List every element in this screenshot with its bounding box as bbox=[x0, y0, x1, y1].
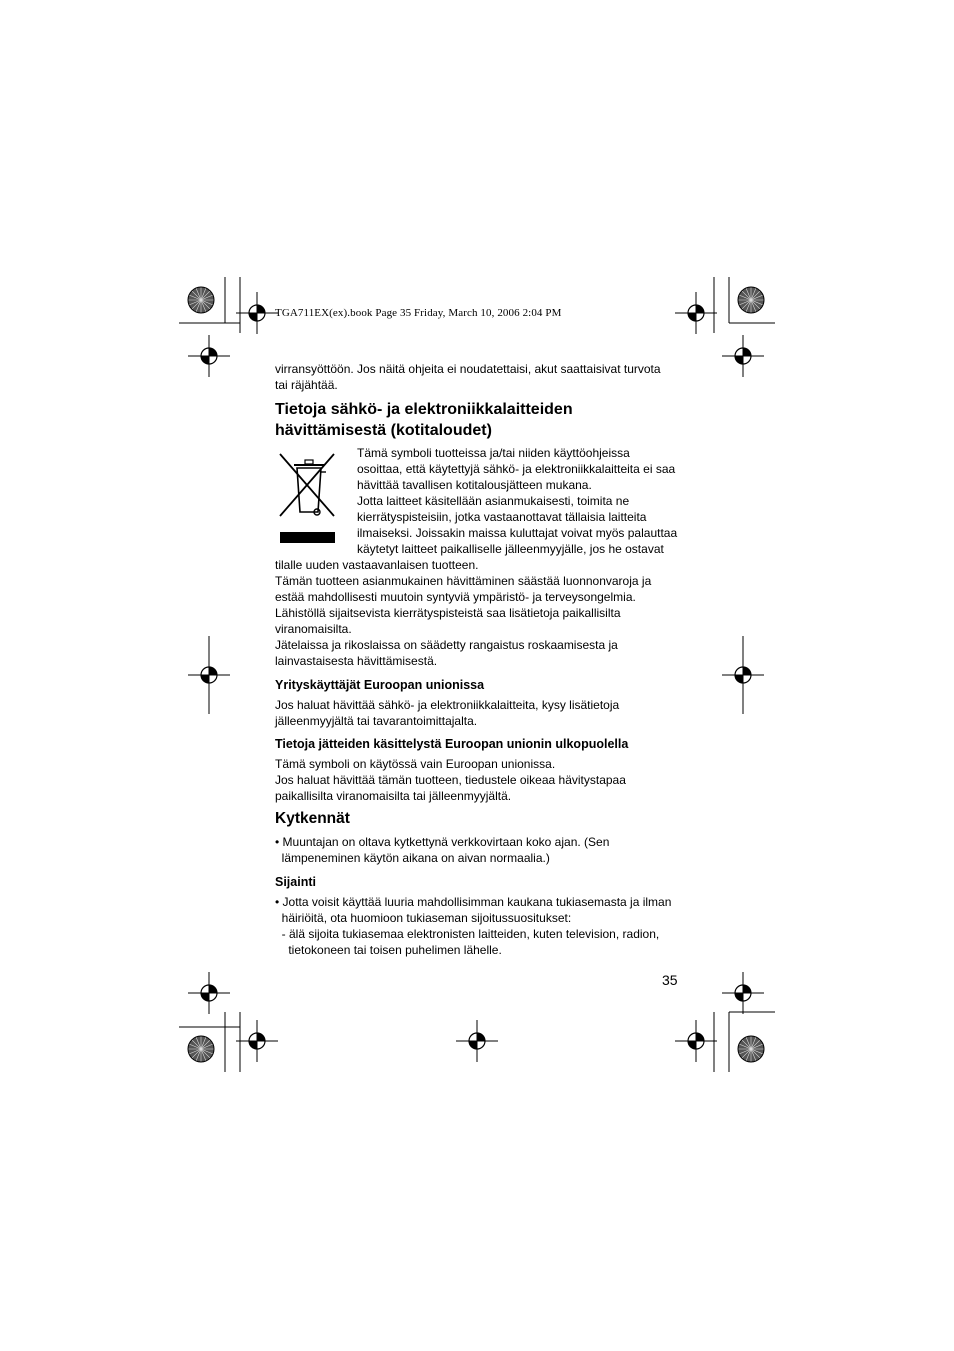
connections-title: Kytkennät bbox=[275, 810, 350, 827]
page-number: 35 bbox=[662, 972, 678, 988]
disposal-line: estää mahdollisesti muutoin syntyviä ympäristö- ja terveysongelmia. bbox=[275, 590, 636, 604]
registration-mark bbox=[188, 972, 230, 1014]
disposal-line: tilalle uuden vastaavanlaisen tuotteen. bbox=[275, 558, 479, 572]
star-target-bottom-left bbox=[188, 1036, 214, 1062]
registration-mark bbox=[722, 972, 764, 1014]
disposal-line: osoittaa, että käytettyjä sähkö- ja elektroniikkalaitteita ei saa bbox=[357, 462, 676, 476]
registration-mark bbox=[236, 292, 278, 334]
connections-line: lämpeneminen käytön aikana on aivan normaalia.) bbox=[275, 851, 550, 865]
outside-eu-title: Tietoja jätteiden käsittelystä Euroopan unionin ulkopuolella bbox=[275, 737, 629, 751]
disposal-line: viranomaisilta. bbox=[275, 622, 352, 636]
disposal-title-line: Tietoja sähkö- ja elektroniikkalaitteiden bbox=[275, 401, 573, 418]
disposal-line: hävittää tavallisen kotitalousjätteen mukana. bbox=[357, 478, 592, 492]
disposal-line: ilmaiseksi. Joissakin maissa kuluttajat voivat myös palauttaa bbox=[357, 526, 678, 540]
disposal-line: Tämä symboli tuotteissa ja/tai niiden käyttöohjeissa bbox=[357, 446, 630, 460]
registration-mark bbox=[675, 1020, 717, 1062]
disposal-line: lainvastaisesta hävittämisestä. bbox=[275, 654, 438, 668]
registration-mark bbox=[236, 1020, 278, 1062]
outside-eu-line: paikallisilta viranomaisilta tai jälleenmyyjältä. bbox=[275, 789, 512, 803]
star-target-top-left bbox=[188, 287, 214, 313]
disposal-line: Tämän tuotteen asianmukainen hävittäminen säästää luonnonvaroja ja bbox=[275, 574, 652, 588]
registration-mark bbox=[456, 1020, 498, 1062]
location-line: - älä sijoita tukiasemaa elektronisten laitteiden, kuten television, radion, bbox=[275, 927, 660, 941]
location-title: Sijainti bbox=[275, 875, 316, 889]
business-line: Jos haluat hävittää sähkö- ja elektroniikkalaitteita, kysy lisätietoja bbox=[275, 698, 620, 712]
location-line: tietokoneen tai toisen puhelimen lähelle. bbox=[275, 943, 502, 957]
business-users-title: Yrityskäyttäjät Euroopan unionissa bbox=[275, 678, 485, 692]
disposal-line: käytetyt laitteet paikalliselle jälleenmyyjälle, jos he ostavat bbox=[357, 542, 664, 556]
outside-eu-line: Jos haluat hävittää tämän tuotteen, tiedustele oikeaa hävitystapaa bbox=[275, 773, 626, 787]
location-line: • Jotta voisit käyttää luuria mahdollisimman kaukana tukiasemasta ja ilman bbox=[275, 895, 672, 909]
disposal-line: Jätelaissa ja rikoslaissa on säädetty rangaistus roskaamisesta ja bbox=[275, 638, 618, 652]
disposal-line: Jotta laitteet käsitellään asianmukaisesti, toimita ne bbox=[357, 494, 630, 508]
registration-mark bbox=[188, 335, 230, 377]
registration-mark bbox=[675, 292, 717, 334]
intro-line: virransyöttöön. Jos näitä ohjeita ei noudatettaisi, akut saattaisivat turvota bbox=[275, 362, 661, 376]
star-target-bottom-right bbox=[738, 1036, 764, 1062]
crossed-out-wheelie-bin-icon bbox=[278, 452, 340, 544]
disposal-title-line: hävittämisestä (kotitaloudet) bbox=[275, 422, 492, 439]
disposal-line: kierrätyspisteisiin, jotka vastaanottavat tällaisia laitteita bbox=[357, 510, 647, 524]
disposal-line: Lähistöllä sijaitsevista kierrätyspisteistä saa lisätietoja paikallisilta bbox=[275, 606, 621, 620]
star-target-top-right bbox=[738, 287, 764, 313]
intro-line: tai räjähtää. bbox=[275, 378, 338, 392]
outside-eu-line: Tämä symboli on käytössä vain Euroopan unionissa. bbox=[275, 757, 556, 771]
registration-mark bbox=[722, 335, 764, 377]
business-line: jälleenmyyjältä tai tavarantoimittajalta. bbox=[275, 714, 478, 728]
connections-line: • Muuntajan on oltava kytkettynä verkkovirtaan koko ajan. (Sen bbox=[275, 835, 610, 849]
location-line: häiriöitä, ota huomioon tukiaseman sijoitussuositukset: bbox=[275, 911, 572, 925]
book-runline: TGA711EX(ex).book Page 35 Friday, March 10, 2006 2:04 PM bbox=[275, 307, 562, 319]
